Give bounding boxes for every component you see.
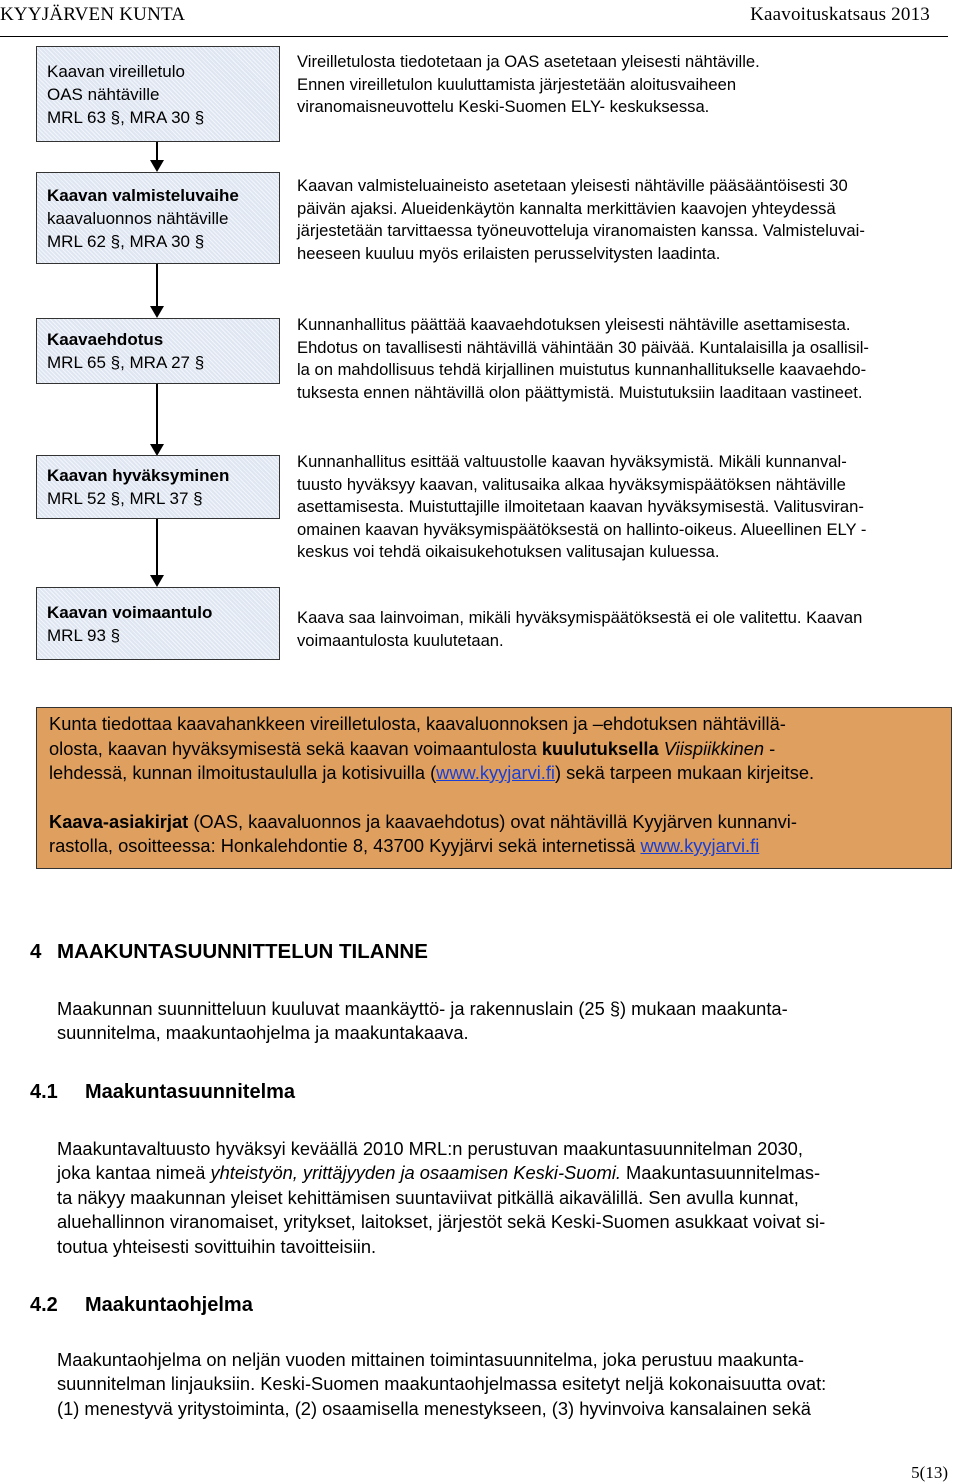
section-paragraph (57, 997, 952, 1046)
desc-line: viranomaisneuvottelu Keski-Suomen ELY- keskuksessa. (297, 97, 710, 116)
flow-step-voimaantulo (36, 587, 280, 660)
desc-line: tuksesta ennen nähtävillä olon päättymistä. Muistutuksiin laaditaan vastineet. (297, 382, 863, 402)
flow-step-title: Kaavaehdotus (47, 330, 164, 349)
desc-line: keskus voi tehdä oikaisukehotuksen valitusajan kuluessa. (297, 542, 720, 561)
notice-text: olosta, kaavan hyväksymisestä sekä kaavan voimaantulosta (49, 737, 542, 759)
desc-line: järjestetään tarvittaessa työneuvotteluja viranomaisten kanssa. Valmisteluvai- (297, 221, 865, 240)
flow-arrow-down-icon (150, 575, 164, 587)
flow-step-description (297, 51, 952, 119)
paragraph-line: toutua yhteisesti sovittuihin tavoitteisiin. (57, 1235, 377, 1257)
notice-line (49, 810, 939, 835)
flow-step-title: Kaavan valmisteluvaihe (47, 185, 239, 205)
desc-line: la on mahdollisuus tehdä kirjallinen muistutus kunnanhallitukselle kaavaehdo- (297, 360, 867, 379)
website-link[interactable]: www.kyyjarvi.fi (436, 762, 555, 783)
notice-spacer (49, 786, 939, 810)
notice-text: lehdessä, kunnan ilmoitustaululla ja kotisivuilla ( (49, 762, 437, 783)
flow-step-valmisteluvaihe (36, 172, 280, 264)
flow-step-description (297, 451, 952, 564)
paragraph-text: joka kantaa nimeä (57, 1162, 211, 1184)
section-heading: MAAKUNTASUUNNITTELUN TILANNE (57, 940, 428, 963)
page-number: 5(13) (911, 1463, 948, 1482)
flow-step-law: MRL 65 §, MRA 27 § (47, 353, 205, 372)
desc-line: asettamisesta. Muistuttajille ilmoitetaan kaavan hyväksymisestä. Valitusviran- (297, 497, 864, 516)
paragraph-text: Maakuntasuunnitelmas- (620, 1162, 821, 1184)
desc-line: Vireilletulosta tiedotetaan ja OAS asetetaan yleisesti nähtäville. (297, 52, 760, 71)
subsection-heading: Maakuntaohjelma (85, 1294, 253, 1316)
notice-emphasis: kuulutuksella (541, 737, 659, 759)
section-paragraph (57, 1137, 952, 1259)
flow-step-title: Kaavan vireilletulo (47, 61, 185, 81)
flow-step-kaavaehdotus (36, 318, 280, 384)
notice-text: (OAS, kaavaluonnos ja kaavaehdotus) ovat nähtävillä Kyyjärven kunnanvi- (188, 810, 797, 832)
plan-name: yhteistyön, yrittäjyyden ja osaamisen Keski-Suomi. (210, 1162, 621, 1184)
flow-connector-line (156, 264, 158, 308)
desc-line: päivän ajaksi. Alueidenkäytön kannalta merkittävien kaavojen yhteydessä (297, 198, 836, 218)
website-link[interactable]: www.kyyjarvi.fi (640, 835, 760, 856)
notice-emphasis: Kaava-asiakirjat (49, 810, 189, 832)
flow-step-law: MRL 62 §, MRA 30 § (47, 231, 205, 251)
desc-line: heeseen kuuluu myös erilaisten perusselvitysten laadinta. (297, 243, 721, 263)
section-paragraph (57, 1348, 952, 1421)
flow-step-description (297, 175, 952, 265)
subsection-heading: Maakuntasuunnitelma (85, 1081, 296, 1103)
flow-connector-line (156, 142, 158, 162)
paragraph-line: suunnitelman linjauksiin. Keski-Suomen maakuntaohjelmassa esitetyt neljä kokonaisuutta ovat: (57, 1373, 827, 1395)
flow-step-description (297, 314, 952, 404)
paragraph-line: (1) menestyvä yritystoiminta, (2) osaamisella menestykseen, (3) hyvinvoiva kansalainen sekä (57, 1397, 811, 1419)
paragraph-line: Maakunnan suunnitteluun kuuluvat maankäyttö- ja rakennuslain (25 §) mukaan maakunta- (57, 998, 788, 1019)
desc-line: Kunnanhallitus esittää valtuustolle kaavan hyväksymistä. Mikäli kunnanval- (297, 452, 847, 471)
notice-line (49, 761, 939, 786)
notice-text: - (764, 737, 776, 759)
flow-step-description (297, 607, 952, 652)
notice-line: Kunta tiedottaa kaavahankkeen vireilletulosta, kaavaluonnoksen ja –ehdotuksen nähtävillä- (49, 713, 786, 734)
paragraph-line: Maakuntavaltuusto hyväksyi keväällä 2010 MRL:n perustuvan maakuntasuunnitelman 2030, (57, 1138, 803, 1159)
notice-line (49, 834, 939, 859)
header-organization: KYYJÄRVEN KUNTA (0, 4, 186, 25)
header-divider (0, 36, 948, 37)
flow-step-subtitle: OAS nähtäville (47, 84, 160, 104)
subsection-number: 4.2 (30, 1294, 58, 1316)
flow-step-title: Kaavan hyväksyminen (47, 466, 230, 485)
desc-line: Ennen vireilletulon kuuluttamista järjestetään aloitusvaiheen (297, 74, 737, 94)
notice-text: ) sekä tarpeen mukaan kirjeitse. (555, 762, 815, 783)
flow-step-hyvaksyminen (36, 455, 280, 519)
header-document-title: Kaavoituskatsaus 2013 (750, 4, 930, 25)
desc-line: Kunnanhallitus päättää kaavaehdotuksen yleisesti nähtäville asettamisesta. (297, 315, 851, 334)
notice-text: rastolla, osoitteessa: Honkalehdontie 8, 43700 Kyyjärvi sekä internetissä (49, 835, 641, 856)
paragraph-line: ta näkyy maakunnan yleiset kehittämisen suuntaviivat pitkällä aikavälillä. Sen avulla kunnat, (57, 1186, 799, 1208)
flow-step-law: MRL 93 § (47, 625, 121, 645)
announcement-box (36, 707, 952, 869)
flow-connector-line (156, 519, 158, 577)
desc-line: Kaava saa lainvoiman, mikäli hyväksymispäätöksestä ei ole valitettu. Kaavan (297, 608, 863, 627)
flow-step-law: MRL 52 §, MRL 37 § (47, 489, 203, 508)
desc-line: Ehdotus on tavallisesti nähtävillä vähintään 30 päivää. Kuntalaisilla ja osallisil- (297, 337, 869, 357)
notice-line (49, 737, 939, 762)
flow-step-vireilletulo (36, 46, 280, 142)
flow-step-title: Kaavan voimaantulo (47, 602, 213, 622)
desc-line: tuusto hyväksyy kaavan, valitusaika alkaa hyväksymispäätöksen nähtäville (297, 474, 846, 494)
flow-arrow-down-icon (150, 306, 164, 318)
flow-step-law: MRL 63 §, MRA 30 § (47, 107, 205, 127)
paragraph-line: aluehallinnon viranomaiset, yritykset, laitokset, järjestöt sekä Keski-Suomen asukkaat voivat si- (57, 1211, 826, 1233)
newspaper-name: Viispiikkinen (663, 737, 765, 759)
subsection-number: 4.1 (30, 1081, 58, 1103)
desc-line: omainen kaavan hyväksymispäätöksestä on hallinto-oikeus. Alueellinen ELY - (297, 519, 867, 539)
flow-connector-line (156, 384, 158, 446)
section-number: 4 (30, 940, 42, 963)
paragraph-line: Maakuntaohjelma on neljän vuoden mittainen toimintasuunnitelma, joka perustuu maakunta- (57, 1349, 804, 1370)
flow-step-subtitle: kaavaluonnos nähtäville (47, 208, 229, 228)
paragraph-line: suunnitelma, maakuntaohjelma ja maakuntakaava. (57, 1022, 469, 1044)
paragraph-line (57, 1161, 952, 1185)
desc-line: voimaantulosta kuulutetaan. (297, 630, 504, 650)
flow-arrow-down-icon (150, 160, 164, 172)
desc-line: Kaavan valmisteluaineisto asetetaan yleisesti nähtäville pääsääntöisesti 30 (297, 176, 848, 195)
